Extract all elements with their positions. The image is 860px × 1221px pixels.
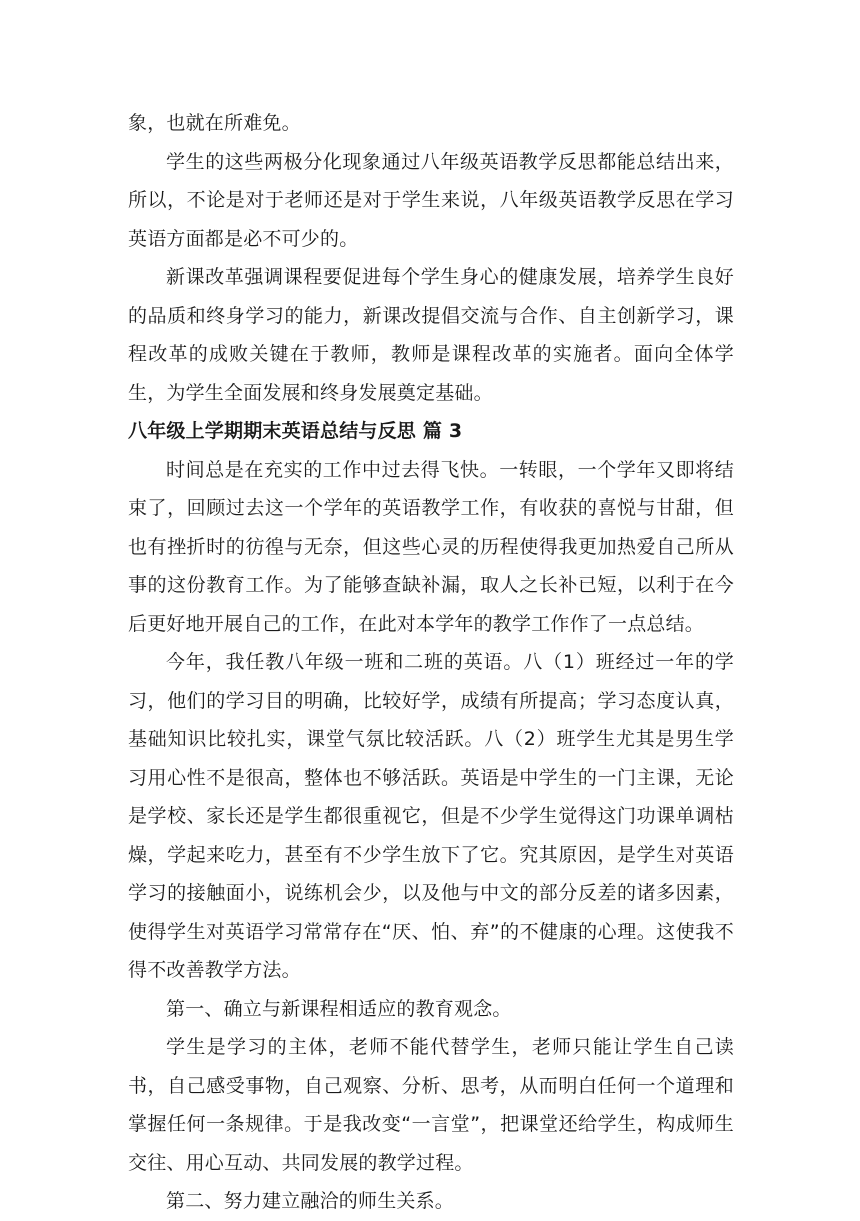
document-body <box>128 104 734 1221</box>
paragraph: 学生的这些两极分化现象通过八年级英语教学反思都能总结出来，所以，不论是对于老师还是对于学生来说，八年级英语教学反思在学习英语方面都是必不可少的。 <box>128 150 734 250</box>
paragraph-point-heading: 第一、确立与新课程相适应的教育观念。 <box>166 997 512 1020</box>
paragraph-point-heading: 第二、努力建立融洽的师生关系。 <box>166 1190 455 1212</box>
paragraph-continuation: 象，也就在所难免。 <box>128 112 301 134</box>
paragraph: 时间总是在充实的工作中过去得飞快。一转眼，一个学年又即将结束了，回顾过去这一个学年的英语教学工作，有收获的喜悦与甘甜，但也有挫折时的彷徨与无奈，但这些心灵的历程使得我更加热爱自己所从事的这份教育工作。为了能够查缺补漏，取人之长补已短，以利于在今后更好地开展自己的工作，在此对本学年的教学工作作了一点总结。 <box>128 458 734 635</box>
section-heading: 八年级上学期期末英语总结与反思 篇 3 <box>128 420 463 442</box>
paragraph: 今年，我任教八年级一班和二班的英语。八（1）班经过一年的学习，他们的学习目的明确，比较好学，成绩有所提高；学习态度认真，基础知识比较扎实，课堂气氛比较活跃。八（2）班学生尤其是男生学习用心性不是很高，整体也不够活跃。英语是中学生的一门主课，无论是学校、家长还是学生都很重视它，但是不少学生觉得这门功课单调枯燥，学起来吃力，甚至有不少学生放下了它。究其原因，是学生对英语学习的接触面小，说练机会少，以及他与中文的部分反差的诸多因素，使得学生对英语学习常常存在“厌、怕、弃”的不健康的心理。这使我不得不改善教学方法。 <box>128 651 734 981</box>
paragraph: 学生是学习的主体，老师不能代替学生，老师只能让学生自己读书，自己感受事物，自己观察、分析、思考，从而明白任何一个道理和掌握任何一条规律。于是我改变“一言堂”，把课堂还给学生，构成师生交往、用心互动、共同发展的教学过程。 <box>128 1036 734 1174</box>
paragraph: 新课改革强调课程要促进每个学生身心的健康发展，培养学生良好的品质和终身学习的能力，新课改提倡交流与合作、自主创新学习，课程改革的成败关键在于教师，教师是课程改革的实施者。面向全体学生，为学生全面发展和终身发展奠定基础。 <box>128 266 734 404</box>
